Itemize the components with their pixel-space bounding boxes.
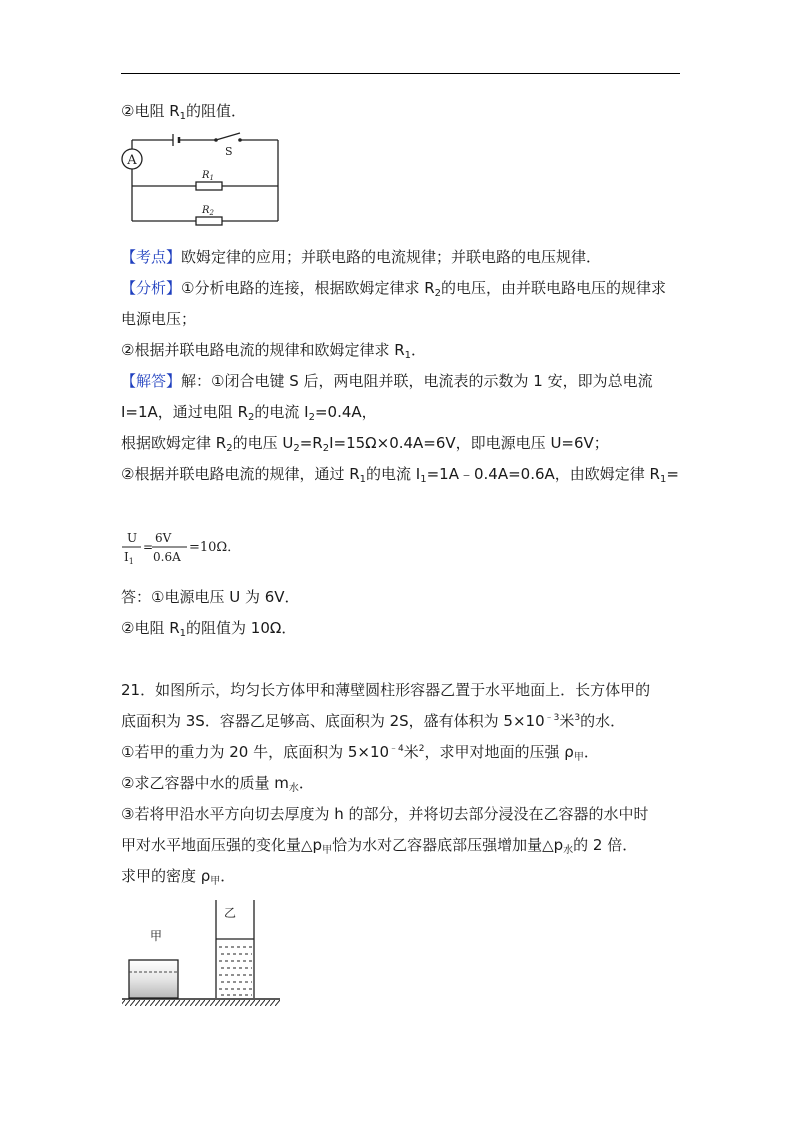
q21-figure bbox=[120, 892, 285, 1014]
fenxi-tag: 【分析】 bbox=[121, 279, 182, 297]
frac-result: =10Ω． bbox=[189, 540, 241, 555]
fenxi-line-3: ②根据并联电路电流的规律和欧姆定律求 $R_1$． bbox=[121, 341, 427, 361]
yi-label: 乙 bbox=[224, 906, 237, 920]
r1-label: $R_1$ bbox=[202, 170, 214, 182]
frac1-denominator: $I_1$ bbox=[124, 550, 134, 566]
water-pattern bbox=[219, 947, 252, 995]
kaodian-tag: 【考点】 bbox=[121, 248, 182, 266]
answer-line-1: 答：①电源电压 U 为 6V． bbox=[121, 588, 300, 606]
q21-line-6: 甲对水平地面压强的变化量$\triangle p_甲$恰为水对乙容器底部压强增加量$\triangle p_水$的 2 倍． bbox=[121, 836, 638, 856]
jieda-line-3: 根据欧姆定律 $R_2$的电压 $U_2=R_2I=15\Omega\times 0.4A=6V$，即电源电压 U=6V； bbox=[121, 434, 609, 454]
fenxi-line-1: 【分析】①分析电路的连接，根据欧姆定律求 $R_2$的电压，由并联电路电压的规律求 bbox=[121, 279, 667, 299]
jieda-line-4: ②根据并联电路电流的规律，通过 $R_1$的电流 $I_1=1A﹣0.4A=0.6A$，由欧姆定律 $R_1=$ bbox=[121, 465, 679, 485]
frac2-denominator: 0.6A bbox=[153, 550, 181, 564]
answer-line-2: ②电阻 $R_1$的阻值为 10Ω． bbox=[121, 619, 297, 639]
switch-blade bbox=[216, 133, 240, 140]
block-jia bbox=[129, 960, 178, 998]
resistor-r2 bbox=[196, 217, 222, 225]
switch-label: S bbox=[225, 145, 233, 158]
jieda-tag: 【解答】 bbox=[121, 372, 182, 390]
frac2-numerator: 6V bbox=[155, 531, 172, 545]
q21-line-7: 求甲的密度 $\rho_甲$． bbox=[121, 867, 236, 887]
jia-label: 甲 bbox=[150, 929, 163, 943]
section-heading: ②电阻 $R_1$的阻值． bbox=[121, 102, 247, 122]
kaodian-line: 【考点】欧姆定律的应用；并联电路的电流规律；并联电路的电压规律． bbox=[121, 248, 602, 266]
q21-line-5: ③若将甲沿水平方向切去厚度为 h 的部分，并将切去部分浸没在乙容器的水中时 bbox=[121, 805, 649, 823]
svg-text:=: = bbox=[143, 540, 154, 554]
r2-label: $R_2$ bbox=[202, 205, 214, 217]
q21-line-3: ①若甲的重力为 20 牛，底面积为 $5\times 10^{﹣4}$米$^2$，求甲对地面的压强 $\rho_甲$． bbox=[121, 743, 599, 763]
q21-line-2: 底面积为 3S．容器乙足够高、底面积为 2S，盛有体积为 $5\times 10^{﹣3}$米$^3$的水． bbox=[121, 712, 626, 730]
ammeter-label: A bbox=[127, 153, 137, 168]
q21-line-1: 21．如图所示，均匀长方体甲和薄壁圆柱形容器乙置于水平地面上．长方体甲的 bbox=[121, 681, 651, 699]
circuit-diagram bbox=[118, 128, 288, 228]
fenxi-line-2: 电源电压； bbox=[121, 310, 197, 328]
q21-line-4: ②求乙容器中水的质量 $m_水$． bbox=[121, 774, 314, 794]
resistor-r1 bbox=[196, 182, 222, 190]
header-rule bbox=[121, 73, 680, 74]
frac1-numerator: U bbox=[127, 531, 138, 545]
jieda-line-2: I=1A，通过电阻 $R_2$的电流 $I_2=0.4A$， bbox=[121, 403, 377, 423]
ohm-law-fraction bbox=[121, 528, 281, 568]
ground-hatch bbox=[122, 1000, 280, 1006]
jieda-line-1: 【解答】解：①闭合电键 S 后，两电阻并联，电流表的示数为 1 安，即为总电流 bbox=[121, 372, 653, 390]
